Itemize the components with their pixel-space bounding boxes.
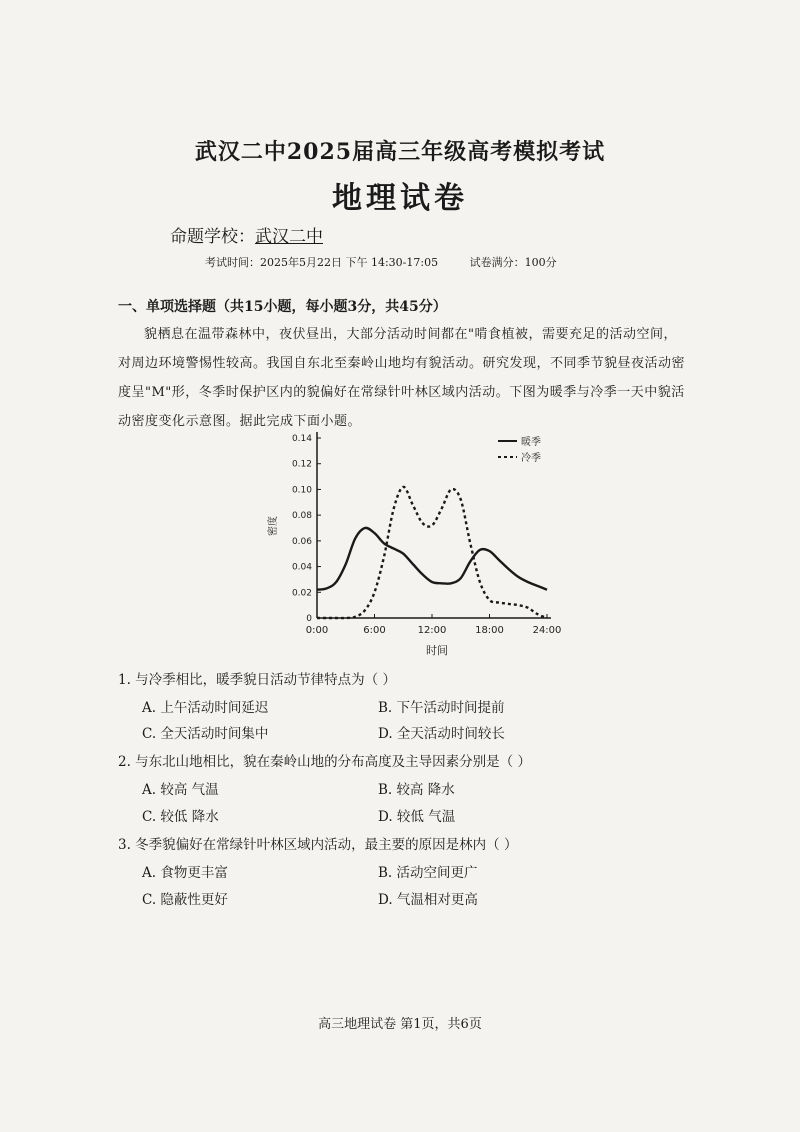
school-label: 命题学校： bbox=[170, 227, 255, 247]
school-line bbox=[170, 222, 323, 247]
x-axis-label: 时间 bbox=[426, 644, 448, 657]
chart-legend bbox=[498, 435, 541, 464]
series-line-cold bbox=[317, 487, 547, 618]
legend-label-warm: 暖季 bbox=[521, 437, 541, 448]
question-2: 2. 与东北山地相比，貌在秦岭山地的分布高度及主导因素分别是（ ） bbox=[118, 754, 531, 770]
q1-option-c[interactable]: C. 全天活动时间集中 bbox=[142, 726, 269, 742]
y-tick-label: 0.12 bbox=[291, 459, 312, 470]
q1-option-d[interactable]: D. 全天活动时间较长 bbox=[378, 726, 505, 742]
q3-option-d[interactable]: D. 气温相对更高 bbox=[378, 892, 478, 908]
y-axis-label: 密度 bbox=[268, 516, 279, 536]
q3-option-a[interactable]: A. 食物更丰富 bbox=[142, 865, 228, 881]
q2-option-c[interactable]: C. 较低 降水 bbox=[142, 809, 219, 825]
y-tick-label: 0.10 bbox=[291, 485, 312, 496]
activity-density-chart bbox=[255, 428, 565, 660]
q1-option-b[interactable]: B. 下午活动时间提前 bbox=[378, 700, 505, 716]
x-tick-label: 0:00 bbox=[305, 625, 329, 636]
school-name: 武汉二中 bbox=[255, 227, 323, 247]
x-tick-label: 6:00 bbox=[363, 625, 386, 636]
q3-option-b[interactable]: B. 活动空间更广 bbox=[378, 865, 478, 881]
y-tick-label: 0.06 bbox=[291, 536, 312, 547]
x-tick-label: 18:00 bbox=[475, 625, 504, 636]
subject-title: 地理试卷 bbox=[332, 181, 468, 216]
series-line-warm bbox=[317, 528, 547, 590]
q2-option-d[interactable]: D. 较低 气温 bbox=[378, 809, 456, 825]
x-tick-label: 12:00 bbox=[417, 625, 447, 636]
question-3: 3. 冬季貌偏好在常绿针叶林区域内活动，最主要的原因是林内（ ） bbox=[118, 837, 518, 853]
q2-option-b[interactable]: B. 较高 降水 bbox=[378, 782, 455, 798]
question-1: 1. 与冷季相比，暖季貌日活动节律特点为（ ） bbox=[118, 672, 396, 688]
y-tick-label: 0 bbox=[306, 614, 312, 624]
q3-option-c[interactable]: C. 隐蔽性更好 bbox=[142, 892, 228, 908]
page-footer: 高三地理试卷 第1页，共6页 bbox=[318, 1017, 482, 1032]
exam-info bbox=[205, 254, 585, 270]
exam-time: 考试时间：2025年5月22日 下午 14:30-17:05 bbox=[205, 256, 439, 269]
legend-label-cold: 冷季 bbox=[521, 453, 541, 464]
q2-option-a[interactable]: A. 较高 气温 bbox=[142, 782, 219, 798]
q1-option-a[interactable]: A. 上午活动时间延迟 bbox=[142, 700, 269, 716]
x-tick-label: 24:00 bbox=[532, 625, 562, 636]
y-tick-label: 0.04 bbox=[291, 562, 312, 573]
full-score: 试卷满分：100分 bbox=[469, 256, 557, 269]
y-tick-label: 0.14 bbox=[291, 434, 312, 444]
section-heading: 一、单项选择题（共15小题，每小题3分，共45分） bbox=[118, 299, 447, 315]
exam-title: 武汉二中2025届高三年级高考模拟考试 bbox=[194, 139, 606, 165]
y-tick-label: 0.02 bbox=[291, 588, 312, 599]
y-tick-label: 0.08 bbox=[291, 511, 312, 522]
reading-passage: 貌栖息在温带森林中，夜伏昼出，大部分活动时间都在"啃食植被，需要充足的活动空间，对周边环境警惕性较高。我国自东北至秦岭山地均有貌活动。研究发现，不同季节貌昼夜活动密度呈"M"形，冬季时保护区内的貌偏好在常绿针叶林区域内活动。下图为暖季与冷季一天中貌活动密度变化示意图。据此完成下面小题。 bbox=[118, 327, 686, 429]
